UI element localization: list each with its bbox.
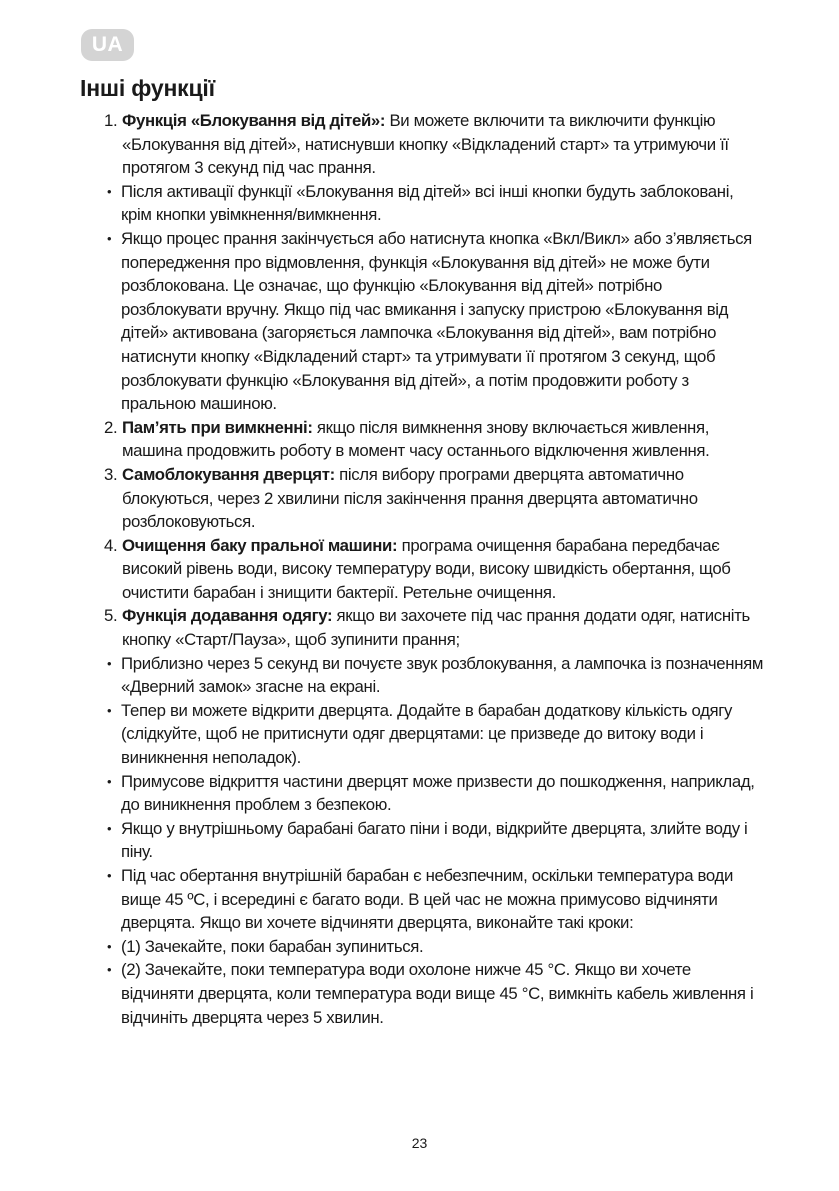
- bullet-icon: •: [107, 230, 112, 246]
- list-item: [104, 935, 764, 959]
- item-text: після вибору програми дверцята автоматично блокуються, через 2 хвилини після закінчення прання дверцята автоматично розблоковуються.: [122, 464, 698, 532]
- bullet-icon: •: [107, 938, 112, 954]
- item-text: (2) Зачекайте, поки температура води охолоне нижче 45 °C. Якщо ви хочете відчиняти дверцята, коли температура води вище 45 °C, вимкніть кабель живлення і відчиніть дверцята через 5 хвилин.: [121, 960, 754, 1027]
- list-item-add-garment: [104, 604, 764, 651]
- item-text: Після активації функції «Блокування від дітей» всі інші кнопки будуть заблоковані, крім кнопки увімкнення/вимкнення.: [121, 181, 734, 225]
- list-number: 4.: [104, 535, 118, 555]
- list-item: [104, 817, 764, 864]
- list-number: 5.: [104, 606, 118, 626]
- bullet-icon: •: [107, 655, 112, 671]
- list-item-child-lock: [104, 109, 764, 180]
- list-item: [104, 180, 764, 227]
- list-item: [104, 958, 764, 1029]
- page-number: 23: [411, 1135, 428, 1151]
- item-heading: Очищення баку пральної машини:: [122, 535, 398, 555]
- item-text: Ви можете включити та виключити функцію «Блокування від дітей», натиснувши кнопку «Відкладений старт» та утримуючи її протягом 3 секунд під час прання.: [122, 111, 729, 178]
- list-item: [104, 227, 764, 416]
- list-item: [104, 864, 764, 935]
- item-heading: Самоблокування дверцят:: [122, 464, 335, 484]
- item-text: Якщо процес прання закінчується або натиснута кнопка «Вкл/Викл» або з’являється попередження про відмовлення, функція «Блокування від дітей» не може бути розблокована. Це означає, що функцію «Блокування від дітей» потрібно розблокувати вручну. Якщо під час вмикання і запуску пристрою «Блокування від дітей» активована (загоряється лампочка «Блокування від дітей», вам потрібно натиснути кнопку «Відкладений старт» та утримувати її протягом 3 секунд, щоб розблокувати функцію «Блокування від дітей», а потім продовжити роботу з пральною машиною.: [121, 228, 752, 414]
- item-text: якщо після вимкнення знову включається живлення, машина продовжить роботу в момент часу останнього відключення живлення.: [122, 417, 710, 461]
- item-text: якщо ви захочете під час прання додати одяг, натисніть кнопку «Старт/Пауза», щоб зупинити прання;: [122, 606, 750, 650]
- list-item-drum-clean: [104, 534, 764, 605]
- item-text: Примусове відкриття частини дверцят може призвести до пошкодження, наприклад, до виникнення проблем з безпекою.: [121, 771, 755, 815]
- instructions-list: [104, 109, 764, 1029]
- bullet-icon: •: [107, 183, 112, 199]
- item-heading: Функція «Блокування від дітей»:: [122, 111, 386, 130]
- item-heading: Функція додавання одягу:: [122, 606, 333, 626]
- list-item: [104, 652, 764, 699]
- bullet-icon: •: [107, 773, 112, 789]
- list-number: 2.: [104, 417, 118, 437]
- bullet-icon: •: [107, 820, 112, 836]
- item-text: Тепер ви можете відкрити дверцята. Додайте в барабан додаткову кількість одягу (слідкуйте, щоб не притиснути одяг дверцятами: це призведе до витоку води і виникнення неполадок).: [121, 700, 733, 768]
- bullet-icon: •: [107, 702, 112, 718]
- item-heading: Пам’ять при вимкненні:: [122, 417, 313, 437]
- item-text: Якщо у внутрішньому барабані багато піни і води, відкрийте дверцята, злийте воду і піну.: [121, 818, 748, 862]
- item-text: (1) Зачекайте, поки барабан зупиниться.: [121, 936, 424, 956]
- item-text: програма очищення барабана передбачає високий рівень води, високу температуру води, високу швидкість обертання, щоб очистити барабан і знищити бактерії. Ретельне очищення.: [122, 535, 731, 602]
- list-number: 1.: [104, 111, 118, 130]
- list-item: [104, 699, 764, 770]
- language-badge: UA: [81, 29, 134, 61]
- list-item-power-memory: [104, 416, 764, 463]
- item-text: Під час обертання внутрішній барабан є небезпечним, оскільки температура води вище 45 ºC, і всередині є багато води. В цей час не можна примусово відчиняти дверцята. Якщо ви хочете відчиняти дверцята, виконайте такі кроки:: [121, 866, 733, 933]
- section-title: Інші функції: [80, 75, 215, 101]
- list-item-door-lock: [104, 463, 764, 534]
- list-item: [104, 770, 764, 817]
- bullet-icon: •: [107, 962, 112, 978]
- list-number: 3.: [104, 464, 118, 484]
- bullet-icon: •: [107, 868, 112, 883]
- item-text: Приблизно через 5 секунд ви почуєте звук розблокування, а лампочка із позначенням «Дверний замок» згасне на екрані.: [121, 653, 764, 697]
